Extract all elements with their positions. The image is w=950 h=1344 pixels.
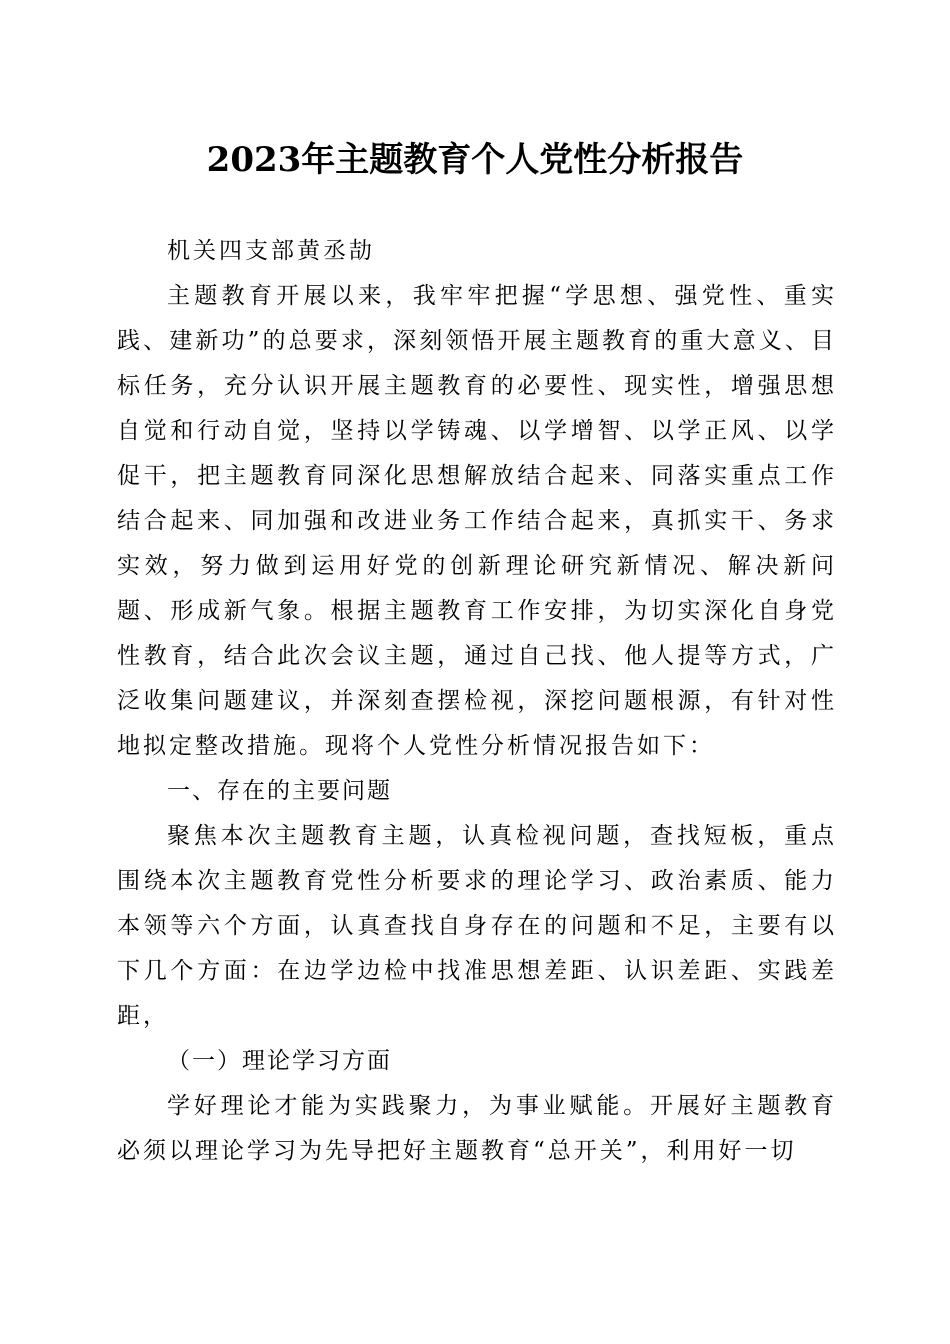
author-line: 机关四支部黄丞劼 bbox=[167, 238, 375, 264]
intro-paragraph: 主题教育开展以来，我牢牢把握“学思想、强党性、重实践、建新功”的总要求，深刻领悟开展主题教育的重大意义、目标任务，充分认识开展主题教育的必要性、现实性，增强思想自觉和行动自觉，坚持以学铸魂、以学增智、以学正风、以学促干，把主题教育同深化思想解放结合起来、同落实重点工作结合起来、同加强和改进业务工作结合起来，真抓实干、务求实效，努力做到运用好党的创新理论研究新情况、解决新问题、形成新气象。根据主题教育工作安排，为切实深化自身党性教育，结合此次会议主题，通过自己找、他人提等方式，广泛收集问题建议，并深刻查摆检视，深挖问题根源，有针对性地拟定整改措施。现将个人党性分析情况报告如下： bbox=[117, 283, 837, 759]
section-heading-1: 一、存在的主要问题 bbox=[167, 778, 392, 804]
document-body bbox=[117, 229, 837, 1174]
subsection-heading-1: （一）理论学习方面 bbox=[167, 1048, 392, 1074]
document-title: 2023年主题教育个人党性分析报告 bbox=[206, 140, 744, 180]
section-1-paragraph: 聚焦本次主题教育主题，认真检视问题，查找短板，重点围绕本次主题教育党性分析要求的理论学习、政治素质、能力本领等六个方面，认真查找自身存在的问题和不足，主要有以下几个方面：在边学边检中找准思想差距、认识差距、实践差距， bbox=[117, 823, 837, 1029]
subsection-1-paragraph: 学好理论才能为实践聚力，为事业赋能。开展好主题教育必须以理论学习为先导把好主题教育“总开关”，利用好一切 bbox=[117, 1093, 837, 1164]
